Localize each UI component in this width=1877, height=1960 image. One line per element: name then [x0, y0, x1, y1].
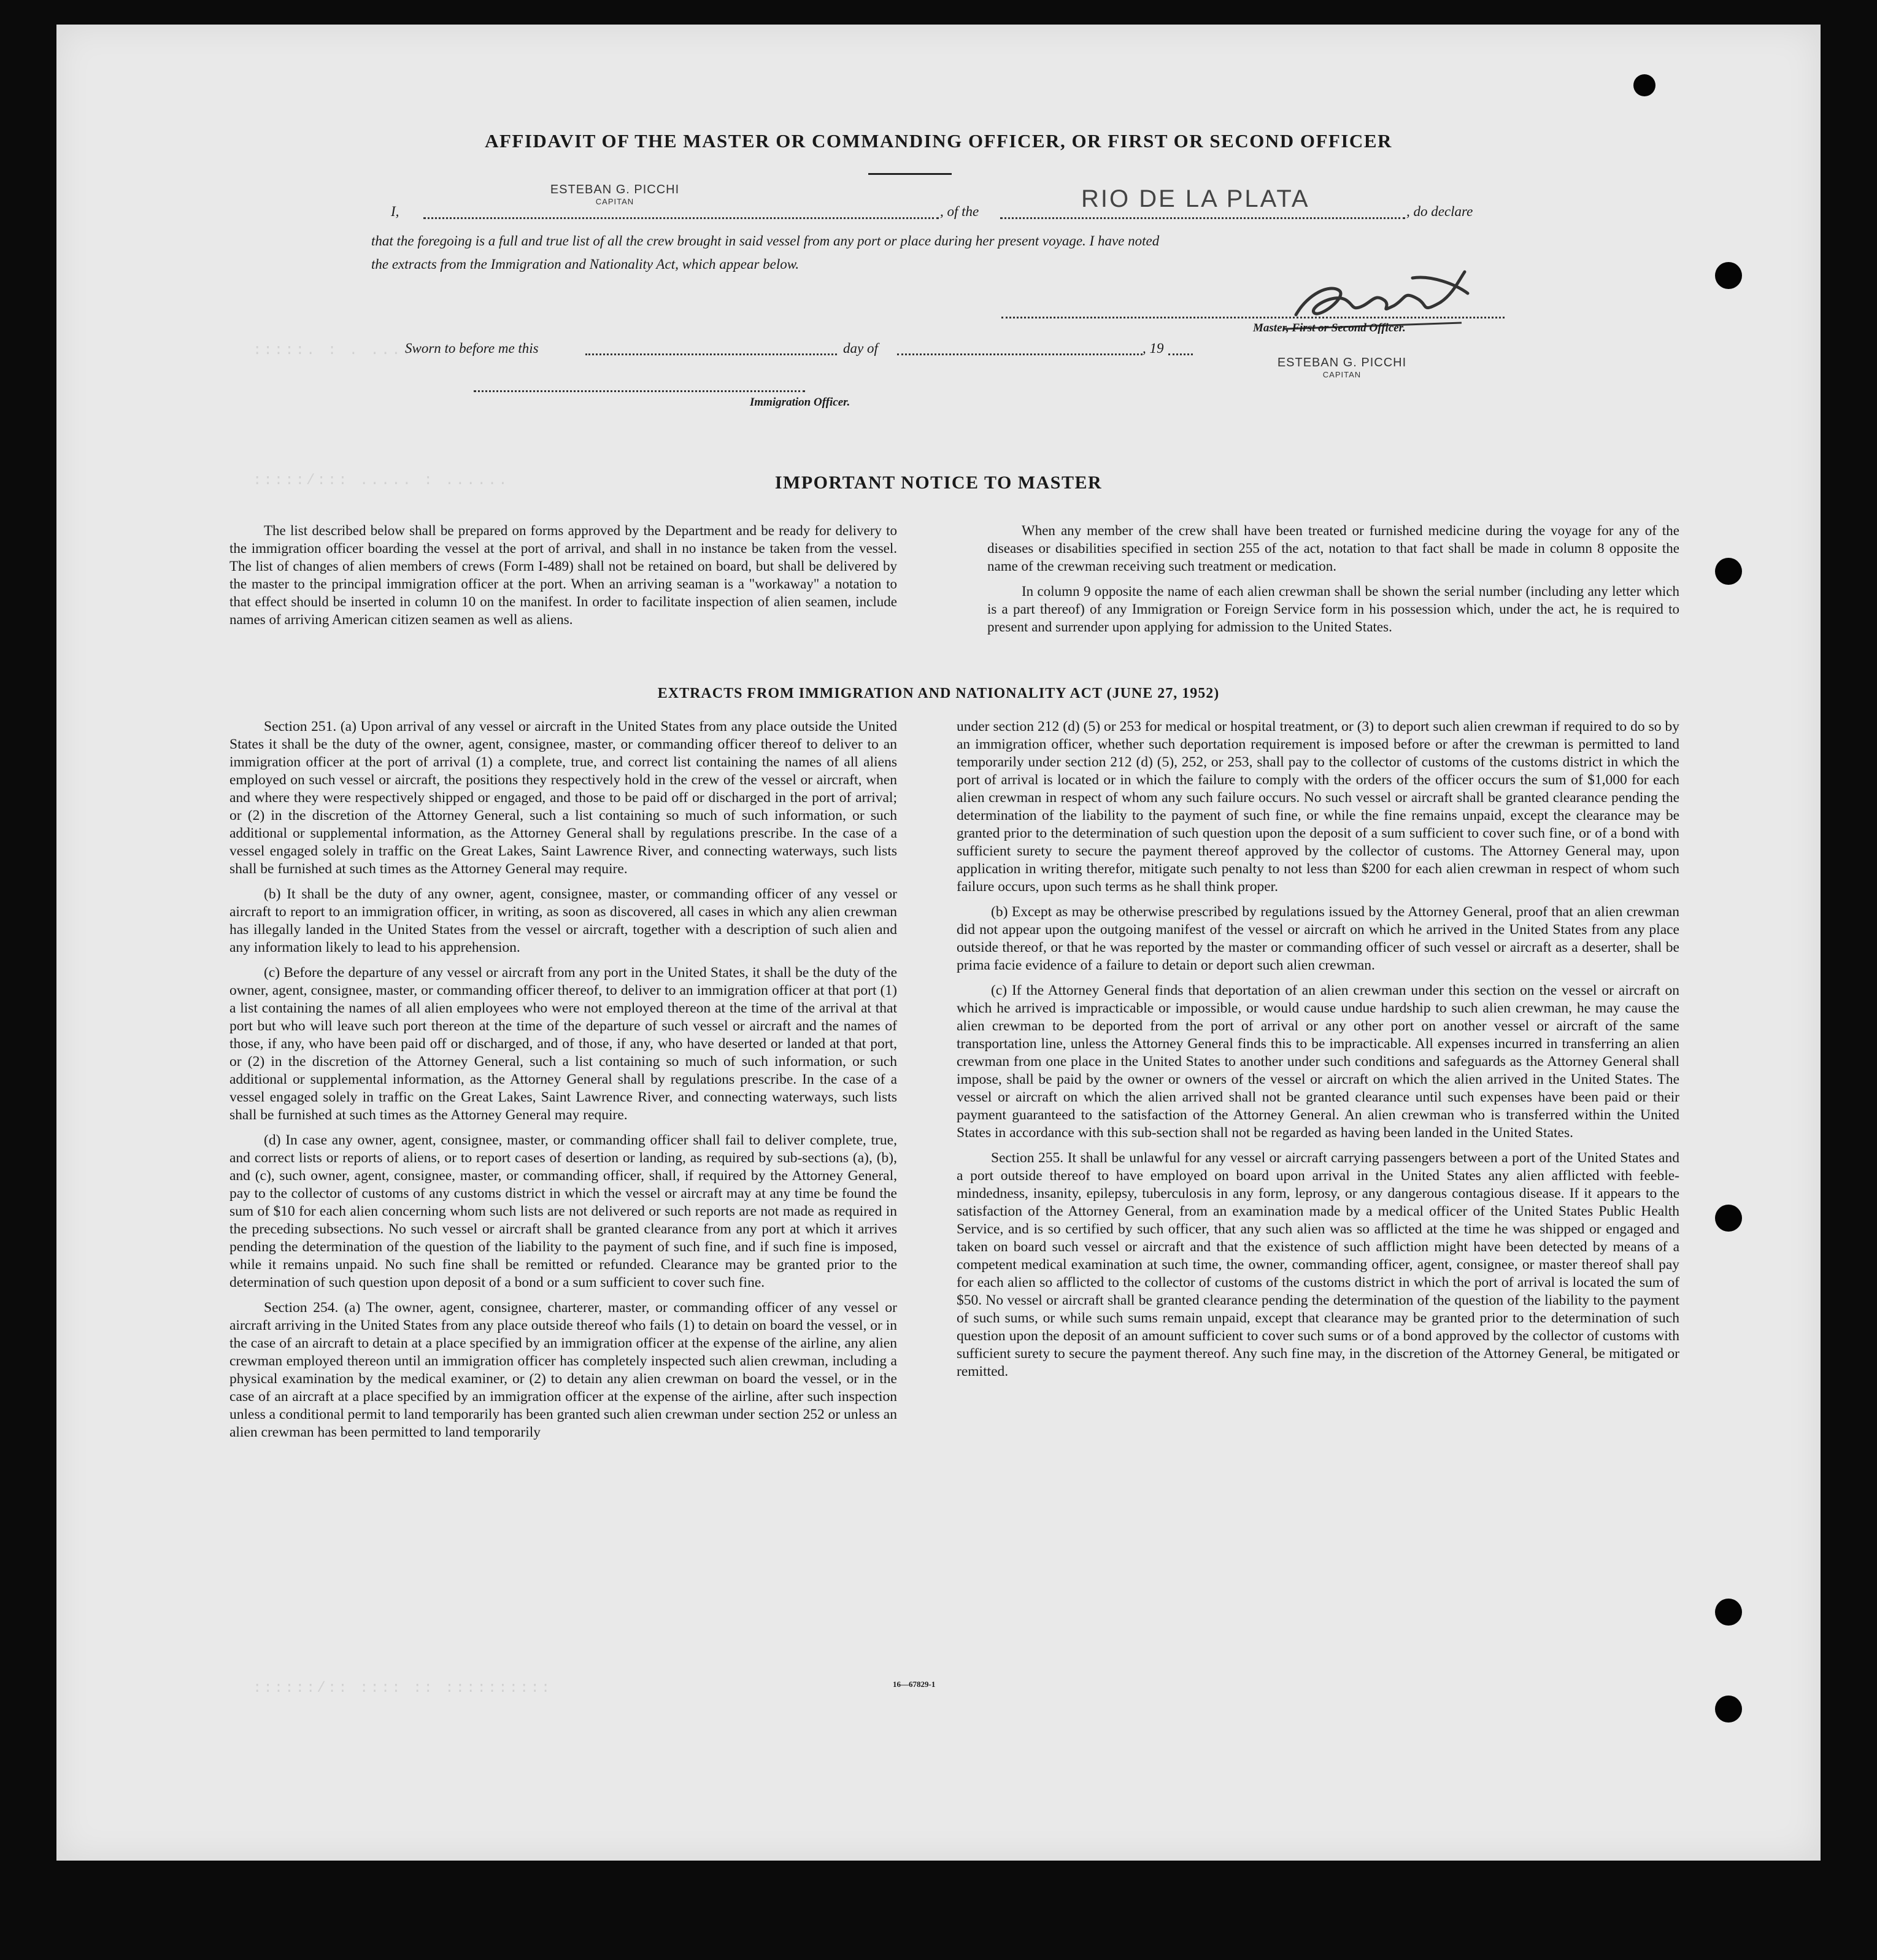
day-of-label: day of [843, 341, 878, 356]
notice-left-text: The list described below shall be prepared on forms approved by the Department and be ready for delivery to the immigration officer boarding the vessel at the port of arrival, and shall in no instance be taken from the vessel. The list of changes of alien members of crews (Form I-489) shall not be retained on board, but shall be delivered by the master to the principal immigration officer at the port. When an arriving seaman is a "workaway" a notation to that effect should be inserted in column 10 on the manifest. In order to facilitate inspection of alien seamen, include names of arriving American citizen seamen as well as aliens. [229, 523, 897, 627]
bleed-through-text: :::::/::: ..... : ...... [253, 473, 509, 489]
bleed-through-text: :::::. : . ..... [253, 342, 424, 359]
section-251-b: (b) It shall be the duty of any owner, agent, consignee, master, or commanding officer of any vessel or aircraft to report to an immigration officer, in writing, as soon as discovered, all cases in which any alien crewman has illegally landed in the United States from the vessel or aircraft, together with a description of such alien and any information likely to lead to his apprehension. [229, 886, 897, 955]
section-254-c: (c) If the Attorney General finds that deportation of an alien crewman under this section on the vessel or aircraft on which he arrived is impracticable or impossible, or would cause undue hardship to such alien crewman, he may cause the alien crewman to be deported from the port of arrival or any other port on another vessel or aircraft of the same transportation line, unless the Attorney General finds this to be impracticable. All expenses incurred in transferring an alien crewman from one place in the United States to another under such conditions and safeguards as the Attorney General shall impose, shall be paid by the owner or owners of the vessel or aircraft on which the alien arrived in the United States. The vessel or aircraft on which the alien arrived shall not be granted clearance until such expenses have been paid or their payment guaranteed to the satisfaction of the Attorney General. An alien crewman who is transferred within the United States in accordance with this sub-section shall not be regarded as having been landed in the United States. [957, 982, 1679, 1141]
signature-line [1001, 317, 1505, 318]
punch-hole [1715, 1696, 1742, 1723]
section-251-a: Section 251. (a) Upon arrival of any vessel or aircraft in the United States from any place outside the United States it shall be the duty of the owner, agent, consignee, master, or commanding officer thereof to deliver to an immigration officer at the port of arrival (1) a complete, true, and correct list containing the names of all aliens employed on such vessel or aircraft, the positions they respectively hold in the crew of the vessel or aircraft, when and where they were respectively shipped or engaged, and those to be paid off or discharged in the port of arrival; or (2) in the discretion of the Attorney General, such a list containing so much of such information, or such additional or supplemental information, as the Attorney General shall by regulations prescribe. In the case of a vessel engaged solely in traffic on the Great Lakes, Saint Lawrence River, and connecting waterways, such lists shall be furnished at such times as the Attorney General may require. [229, 719, 897, 877]
notice-left-column [229, 522, 897, 636]
bleed-through-text: ::::::/:: :::: :: :::::::::: [253, 1680, 552, 1697]
master-name-stamp: ESTEBAN G. PICCHI CAPITAN [550, 183, 680, 206]
signature-caption: Master, First or Second Officer. [1253, 322, 1406, 334]
affidavit-title: AFFIDAVIT OF THE MASTER OR COMMANDING OFFICER, OR FIRST OR SECOND OFFICER [485, 130, 1392, 152]
document-page [56, 25, 1821, 1861]
do-declare-label: , do declare [1406, 204, 1473, 219]
punch-hole [1715, 558, 1742, 585]
section-251-c: (c) Before the departure of any vessel or aircraft from any port in the United States, it shall be the duty of the owner, agent, consignee, master, or commanding officer thereof, to deliver to an immigration officer at that port (1) a list containing the names of all alien employees who were not employed thereon at the time of the arrival at that port but who will leave such port thereon at the time of the departure of such vessel or aircraft and the names of those, if any, who have been paid off or discharged, and of those, if any, who have deserted or landed at that port, or (2) in the discretion of the Attorney General, such a list containing so much of such information, or such additional or supplemental information, as the Attorney General shall by regulations prescribe. In the case of a vessel engaged solely in traffic on the Great Lakes, Saint Lawrence River, and connecting waterways, such lists shall be furnished at such times as the Attorney General may require. [229, 965, 897, 1123]
officer-line [474, 390, 805, 392]
section-254-a-cont: under section 212 (d) (5) or 253 for medical or hospital treatment, or (3) to deport such alien crewman if required to do so by an immigration officer, whether such deportation requirement is imposed before or after the crewman is permitted to land temporarily under section 212 (d) (5), 252, or 253, shall pay to the collector of customs of the customs district in which the port of arrival is located or in which the failure to comply with the orders of the officer occurs the sum of $1,000 for each alien crewman in respect of whom any such failure occurs. No such vessel or aircraft shall be granted clearance pending the determination of the liability to the payment of such fine, or while the fine remains unpaid, except the clearance may be granted prior to the determination of such question upon the deposit of a sum sufficient to cover such fine, or of a bond with sufficient surety to secure the payment thereof approved by the collector of customs. The Attorney General may, upon application in writing therefor, mitigate such penalty to not less than $200 for each alien crewman in respect of whom such failure occurs, upon such terms as he shall think proper. [957, 719, 1679, 895]
extracts-left-column [229, 718, 897, 1449]
punch-hole [1715, 262, 1742, 289]
section-251-d: (d) In case any owner, agent, consignee, master, or commanding officer shall fail to deliver complete, true, and correct lists or reports of aliens, or to report cases of desertion or landing, as required by sub-sections (a), (b), and (c), such owner, agent, consignee, master, or commanding officer, shall, if required by the Attorney General, pay to the collector of customs of any customs district in which the vessel or aircraft may at any time be found the sum of $10 for each alien concerning whom such lists are not delivered or such reports are not made as required in the preceding subsections. No such vessel or aircraft shall be granted clearance from any port at which it arrives pending the determination of the question of the liability to the payment of such fine, and if such fine is imposed, while it remains unpaid. No such fine shall be remitted or refunded. Clearance may be granted prior to the determination of such question upon deposit of a bond or a sum sufficient to cover such fine. [229, 1132, 897, 1291]
notice-title: IMPORTANT NOTICE TO MASTER [774, 473, 1103, 493]
punch-hole [1715, 1599, 1742, 1626]
vessel-name: RIO DE LA PLATA [1081, 185, 1310, 212]
title-rule [868, 173, 952, 175]
affidavit-statement-1: that the foregoing is a full and true list of all the crew brought in said vessel from any port or place during her present voyage. I have noted [371, 233, 1160, 249]
section-254-a: Section 254. (a) The owner, agent, consignee, charterer, master, or commanding officer of any vessel or aircraft arriving in the United States from any place outside thereof who fails (1) to detain on board the vessel, or in the case of an aircraft to detain at a place specified by an immigration officer at the expense of the airline, any alien crewman employed thereon until an immigration officer has completely inspected such alien crewman, including a physical examination by the medical examiner, or (2) to detain any alien crewman on board the vessel, or in the case of an aircraft at a place specified by an immigration officer at the expense of the airline, after such inspection unless a conditional permit to land temporarily has been granted such alien crewman under section 252 or unless an alien crewman has been permitted to land temporarily [229, 1300, 897, 1440]
punch-hole [1633, 74, 1655, 96]
notice-right-text-2: In column 9 opposite the name of each alien crewman shall be shown the serial number (including any letter which is a part thereof) of any Immigration or Foreign Service form in his possession which, under the act, he is required to present and surrender upon applying for admission to the United States. [987, 584, 1679, 635]
section-254-b: (b) Except as may be otherwise prescribed by regulations issued by the Attorney General, proof that an alien crewman did not appear upon the outgoing manifest of the vessel or aircraft on which he arrived in the United States from any place outside thereof, or that he was reported by the master or commanding officer of such vessel or aircraft as a deserter, shall be prima facie evidence of a failure to detain or deport such alien crewman. [957, 904, 1679, 973]
captain-stamp: ESTEBAN G. PICCHI CAPITAN [1277, 356, 1407, 379]
sworn-day-line [585, 353, 837, 355]
of-the-label: , of the [940, 204, 979, 219]
section-255: Section 255. It shall be unlawful for any vessel or aircraft carrying passengers between a port of the United States and a port outside thereof to have employed on board upon arrival in the United States any alien afflicted with feeble-mindedness, insanity, epilepsy, tuberculosis in any form, leprosy, or any dangerous contagious disease. If it appears to the satisfaction of the Attorney General, from an examination made by a medical officer of the United States Public Health Service, and is so certified by such officer, that any such alien was so afflicted at the time he was shipped or engaged and taken on board such vessel or aircraft and that the existence of such affliction might have been detected by means of a competent medical examination at such time, the owner, commanding officer, agent, consignee, or master thereof shall pay for each alien so afflicted to the collector of customs of the customs district in which the port of arrival is located the sum of $50. No vessel or aircraft shall be granted clearance pending the determination of the question of the liability to the payment of such sums, or while such sums remain unpaid, except that clearance may be granted prior to the determination of such question upon the deposit of an amount sufficient to cover such sums or of a bond approved by the collector of customs with sufficient surety to secure the payment thereof. Any such fine may, in the discretion of the Attorney General, be mitigated or remitted. [957, 1150, 1679, 1379]
officer-caption: Immigration Officer. [750, 396, 850, 409]
name-line [423, 217, 939, 219]
sworn-label: Sworn to before me this [405, 341, 539, 356]
vessel-line [1000, 217, 1405, 219]
extracts-right-column [957, 718, 1679, 1388]
affidavit-statement-2: the extracts from the Immigration and Nationality Act, which appear below. [371, 257, 800, 272]
year-prefix: , 19 [1143, 341, 1164, 356]
notice-right-text-1: When any member of the crew shall have been treated or furnished medicine during the voyage for any of the diseases or disabilities specified in section 255 of the act, notation to that fact shall be made in column 8 opposite the name of the crewman receiving such treatment or medication. [987, 523, 1679, 574]
form-number: 16—67829-1 [893, 1680, 936, 1689]
i-label: I, [391, 204, 399, 219]
sworn-year-line [1168, 353, 1193, 355]
notice-right-column [987, 522, 1679, 643]
sworn-month-line [897, 353, 1143, 355]
extracts-title: EXTRACTS FROM IMMIGRATION AND NATIONALITY ACT (JUNE 27, 1952) [657, 685, 1220, 701]
punch-hole [1715, 1205, 1742, 1232]
